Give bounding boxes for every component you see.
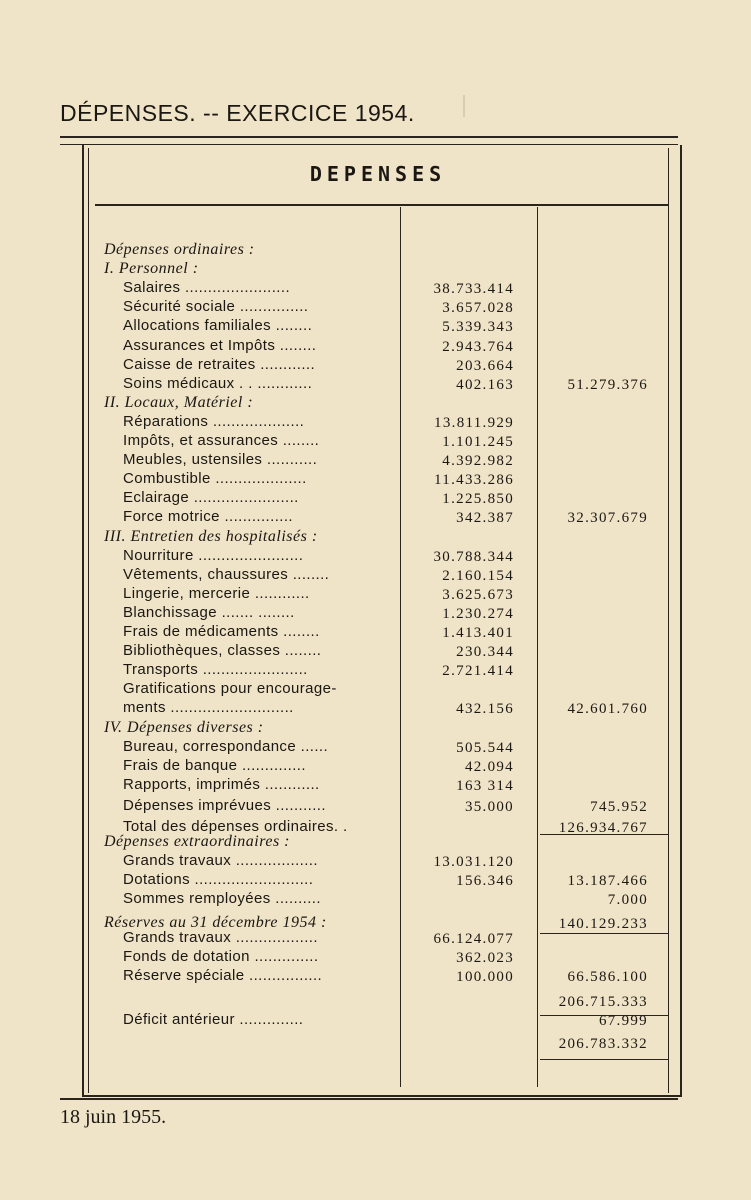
- line-item-label: Meubles, ustensiles ...........: [123, 451, 318, 469]
- line-item-amount: 42.094: [464, 758, 514, 775]
- bottom-rule: [60, 1098, 678, 1100]
- line-item-label: Gratifications pour encourage-: [123, 680, 337, 698]
- line-item-amount: 505.544: [456, 739, 514, 756]
- subtotal-amount: 126.934.767: [558, 820, 648, 836]
- line-item-label: Lingerie, mercerie ............: [123, 584, 310, 602]
- section-heading: Dépenses ordinaires :: [104, 241, 255, 258]
- line-item-amount: 2.160.154: [442, 567, 514, 584]
- subtotal-amount: 7.000: [607, 892, 648, 909]
- line-item-label: Grands travaux ..................: [123, 928, 318, 946]
- line-item-label: Sécurité sociale ...............: [123, 298, 309, 316]
- line-item-amount: 163 314: [456, 777, 514, 794]
- line-item-label: Frais de banque ..............: [123, 756, 306, 774]
- subtotal-amount: 745.952: [590, 798, 648, 815]
- subtotal-amount: 66.586.100: [567, 968, 648, 985]
- line-item-amount: 3.625.673: [442, 586, 514, 603]
- line-item-label: Sommes remployées ..........: [123, 890, 321, 908]
- frame-inner-right: [668, 148, 669, 1093]
- line-item-amount: 30.788.344: [433, 548, 514, 565]
- line-item-amount: 38.733.414: [433, 281, 514, 298]
- line-item-amount: 35.000: [464, 798, 514, 815]
- line-item-label: Blanchissage ....... ........: [123, 603, 295, 621]
- line-item-amount: 203.664: [456, 357, 514, 374]
- line-item-label: Soins médicaux . . ............: [123, 374, 313, 392]
- line-item-amount: 1.101.245: [442, 434, 514, 450]
- line-item-label: Nourriture .......................: [123, 546, 304, 564]
- line-item-label: Réserve spéciale ................: [123, 966, 323, 984]
- line-item-label: Fonds de dotation ..............: [123, 947, 319, 965]
- line-item-label: Assurances et Impôts ........: [123, 336, 317, 354]
- line-item-amount: 3.657.028: [442, 300, 514, 317]
- line-item-amount: 4.392.982: [442, 453, 514, 470]
- subtotal-rule: [540, 933, 668, 934]
- section-heading: Dépenses extraordinaires :: [104, 833, 290, 851]
- line-item-amount: 13.031.120: [433, 854, 514, 871]
- line-item-label: Caisse de retraites ............: [123, 355, 316, 373]
- page-title: DÉPENSES. -- EXERCICE 1954.: [60, 100, 415, 126]
- line-item-amount: 1.230.274: [442, 605, 514, 622]
- section-heading: IV. Dépenses diverses :: [104, 718, 264, 736]
- line-item-amount: 156.346: [456, 873, 514, 890]
- total-column-divider: [537, 207, 538, 1087]
- line-item-label: Salaires .......................: [123, 279, 291, 297]
- subtotal-amount: 32.307.679: [567, 510, 648, 527]
- subtotal-amount: 13.187.466: [567, 873, 648, 890]
- line-item-label: Frais de médicaments ........: [123, 623, 320, 640]
- line-item-label: Transports .......................: [123, 661, 308, 679]
- top-rule: [60, 136, 678, 138]
- line-item-label: Grands travaux ..................: [123, 852, 318, 870]
- line-item-label: Bibliothèques, classes ........: [123, 642, 322, 660]
- line-item-amount: 230.344: [456, 644, 514, 661]
- line-item-amount: 1.225.850: [442, 491, 514, 508]
- line-item-amount: 362.023: [456, 949, 514, 966]
- line-item-label: Total des dépenses ordinaires. .: [123, 818, 348, 835]
- date-footer: 18 juin 1955.: [60, 1106, 167, 1128]
- line-item-label: Déficit antérieur ..............: [123, 1011, 304, 1028]
- section-heading: II. Locaux, Matériel :: [104, 393, 254, 411]
- line-item-label: Allocations familiales ........: [123, 317, 313, 335]
- line-item-label: ments ...........................: [123, 699, 294, 717]
- heading-rule: [95, 204, 668, 206]
- line-item-amount: 5.339.343: [442, 319, 514, 336]
- line-item-amount: 1.413.401: [442, 625, 514, 641]
- table-heading: DEPENSES: [309, 162, 447, 186]
- subtotal-rule: [540, 1059, 668, 1060]
- line-item-label: Bureau, correspondance ......: [123, 737, 329, 755]
- paper-mark: [463, 95, 465, 117]
- line-item-label: Force motrice ...............: [123, 508, 293, 526]
- line-item-amount: 11.433.286: [434, 472, 514, 489]
- line-item-amount: 2.943.764: [442, 338, 514, 355]
- line-item-label: Dotations ..........................: [123, 871, 314, 889]
- line-item-amount: 100.000: [456, 968, 514, 985]
- line-item-amount: 432.156: [456, 701, 514, 718]
- subtotal-amount: 206.715.333: [558, 993, 648, 1010]
- line-item-label: Eclairage .......................: [123, 489, 299, 507]
- amount-column-divider: [400, 207, 401, 1087]
- section-heading: III. Entretien des hospitalisés :: [104, 527, 318, 545]
- line-item-label: Rapports, imprimés ............: [123, 775, 320, 793]
- line-item-amount: 2.721.414: [442, 663, 514, 680]
- line-item-label: Vêtements, chaussures ........: [123, 565, 330, 583]
- line-item-label: Combustible ....................: [123, 470, 307, 488]
- section-heading: Réserves au 31 décembre 1954 :: [104, 913, 327, 931]
- line-item-amount: 66.124.077: [433, 930, 514, 947]
- line-item-label: Impôts, et assurances ........: [123, 432, 320, 449]
- section-heading: I. Personnel :: [104, 260, 199, 278]
- line-item-label: Dépenses imprévues ...........: [123, 796, 326, 814]
- line-item-amount: 13.811.929: [434, 414, 514, 431]
- subtotal-amount: 42.601.760: [567, 701, 648, 718]
- subtotal-amount: 140.129.233: [558, 915, 648, 932]
- line-item-amount: 342.387: [456, 510, 514, 527]
- line-item-label: Réparations ....................: [123, 412, 305, 430]
- subtotal-amount: 206.783.332: [558, 1036, 648, 1053]
- line-item-amount: 402.163: [456, 376, 514, 393]
- subtotal-amount: 51.279.376: [567, 376, 648, 393]
- subtotal-amount: 67.999: [598, 1013, 648, 1029]
- frame-inner-left: [88, 148, 89, 1093]
